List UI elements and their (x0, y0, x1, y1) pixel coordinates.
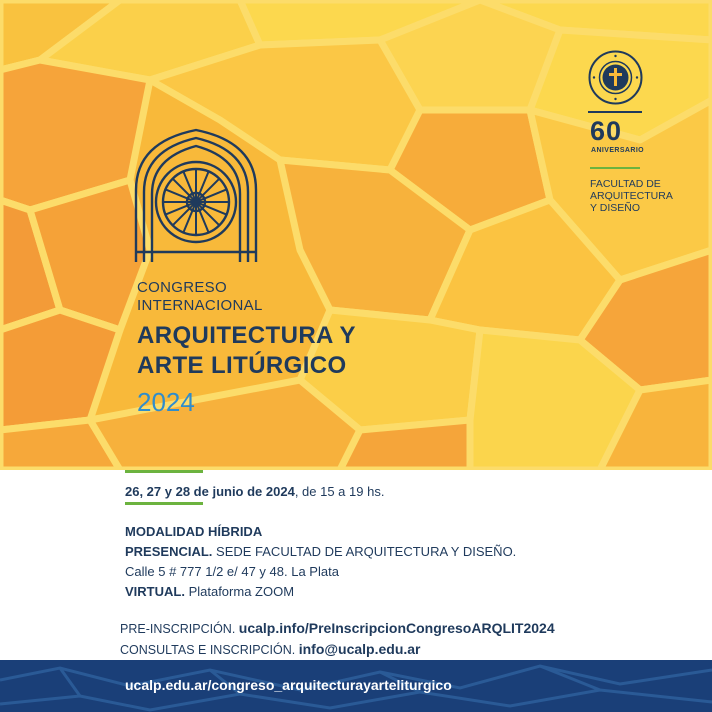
preregistration-link[interactable]: ucalp.info/PreInscripcionCongresoARQLIT2024 (238, 620, 555, 636)
logo-column (588, 50, 688, 214)
faculty-line-1: FACULTAD DE (590, 178, 661, 190)
logo-divider (588, 111, 642, 113)
logo-green-divider (590, 167, 640, 169)
preregistration-label: PRE-INSCRIPCIÓN. (120, 622, 239, 636)
footer-website-link[interactable]: ucalp.edu.ar/congreso_arquitecturayarteliturgico (125, 677, 452, 693)
rose-window-icon (132, 128, 260, 264)
green-accent-bar-bottom (125, 502, 203, 505)
faculty-line-2: ARQUITECTURA (590, 190, 673, 202)
event-title-block (137, 279, 356, 419)
registration-block (120, 618, 555, 660)
university-seal-icon (588, 50, 643, 105)
event-hours: , de 15 a 19 hs. (294, 484, 385, 499)
title-internacional: INTERNACIONAL (137, 297, 263, 314)
anniversary-number: 60 (590, 116, 623, 146)
event-info-section (0, 470, 712, 660)
modality-label: MODALIDAD HÍBRIDA (125, 524, 263, 539)
virtual-label: VIRTUAL. (125, 584, 185, 599)
modality-block (125, 522, 516, 602)
title-arquitectura: ARQUITECTURA Y (137, 322, 356, 349)
presencial-place: SEDE FACULTAD DE ARQUITECTURA Y DISEÑO. (212, 544, 517, 559)
faculty-line-3: Y DISEÑO (590, 202, 640, 214)
venue-address: Calle 5 # 777 1/2 e/ 47 y 48. La Plata (125, 564, 339, 579)
anniversary-label: ANIVERSARIO (591, 147, 645, 154)
virtual-platform: Plataforma ZOOM (184, 584, 295, 599)
title-congreso: CONGRESO (137, 279, 227, 296)
faculty-name (590, 178, 688, 214)
presencial-label: PRESENCIAL. (125, 544, 213, 559)
footer-bar (0, 660, 712, 712)
event-dates (125, 484, 384, 499)
event-year: 2024 (137, 387, 195, 417)
title-arte-liturgico: ARTE LITÚRGICO (137, 352, 347, 379)
green-accent-bar-top (125, 470, 203, 473)
contact-label: CONSULTAS E INSCRIPCIÓN. (120, 643, 299, 657)
event-dates-bold: 26, 27 y 28 de junio de 2024 (125, 484, 295, 499)
contact-email-link[interactable]: info@ucalp.edu.ar (298, 641, 421, 657)
